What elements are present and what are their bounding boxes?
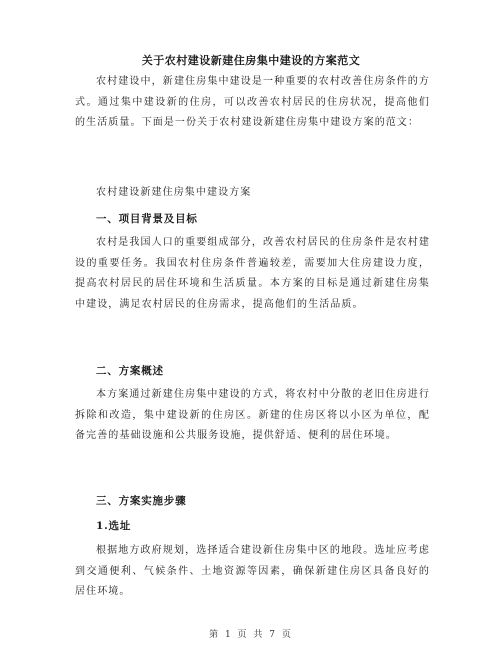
section-2-paragraph: 本方案通过新建住房集中建设的方式，将农村中分散的老旧住房进行拆除和改造，集中建设新的住房区。新建的住房区将以小区为单位，配备完善的基础设施和公共服务设施，提供舒适、便利的居住环境。 [75,389,430,441]
section-2-heading: 二、方案概述 [96,365,164,377]
document-subtitle: 农村建设新建住房集中建设方案 [96,187,252,198]
intro-paragraph: 农村建设中，新建住房集中建设是一种重要的农村改善住房条件的方式。通过集中建设新的住房，可以改善农村居民的住房状况，提高他们的生活质量。下面是一份关于农村建设新建住房集中建设方案的范文： [75,76,430,128]
step-1-paragraph: 根据地方政府规划，选择适合建设新住房集中区的地段。选址应考虑到交通便利、气候条件、土地资源等因素，确保新建住房区具备良好的居住环境。 [75,545,430,597]
document-title: 关于农村建设新建住房集中建设的方案范文 [141,54,361,67]
page-number-footer: 第 1 页 共 7 页 [209,630,293,640]
section-3-heading: 三、方案实施步骤 [96,495,187,507]
section-1-heading: 一、项目背景及目标 [96,213,198,225]
section-1-paragraph: 农村是我国人口的重要组成部分，改善农村居民的住房条件是农村建设的重要任务。我国农村住房条件普遍较差，需要加大住房建设力度，提高农村居民的居住环境和生活质量。本方案的目标是通过新建住房集中建设，满足农村居民的住房需求，提高他们的生活品质。 [75,237,430,310]
step-1-heading: 1.选址 [96,520,132,532]
